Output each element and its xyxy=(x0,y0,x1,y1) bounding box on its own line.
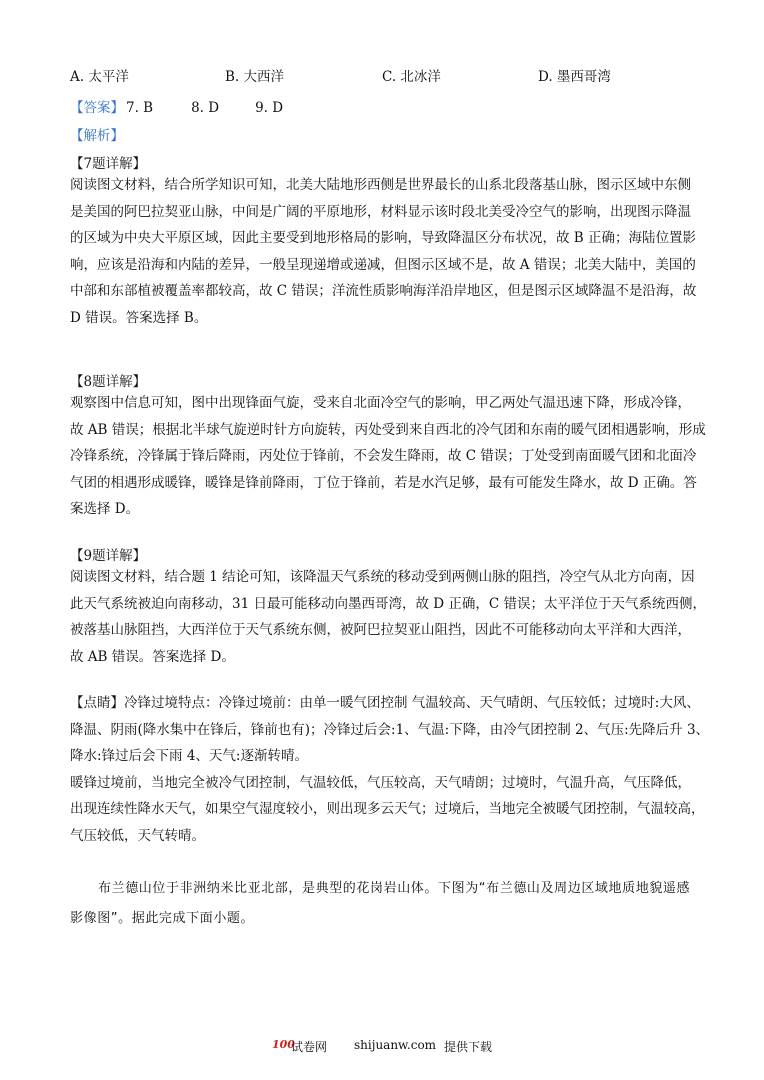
tips-line: 出现连续性降水天气，如果空气湿度较小，则出现多云天气；过境后，当地完全被暖气团控制，气温较高， xyxy=(70,801,705,817)
q8-line: 冷锋系统，冷锋属于锋后降雨，丙处位于锋前，不会发生降雨，故 C 错误；丁处受到南面暖气团和北面冷 xyxy=(70,448,697,464)
q9-line: 阅读图文材料，结合题 1 结论可知，该降温天气系统的移动受到两侧山脉的阻挡，冷空气从北方向南，因 xyxy=(70,569,695,585)
tips-line: 降温、阴雨(降水集中在锋后，锋前也有)；冷锋过后会:1、气温:下降，由冷气团控制 2、气压:先降后升 3、 xyxy=(70,721,710,738)
site-logo: 100 xyxy=(272,1038,295,1051)
option-b: B. 大西洋 xyxy=(225,69,285,85)
option-a: A. 太平洋 xyxy=(70,69,129,85)
tips-line: 【点睛】冷锋过境特点：冷锋过境前：由单一暖气团控制 气温较高、天气晴朗、气压较低；过境时:大风、 xyxy=(70,695,700,711)
q7-heading: 【7题详解】 xyxy=(70,156,147,172)
option-d: D. 墨西哥湾 xyxy=(538,69,611,85)
q9-paragraph xyxy=(70,564,706,670)
tips-paragraph xyxy=(70,690,710,849)
q8-heading: 【8题详解】 xyxy=(70,374,147,390)
site-name: 试卷网 xyxy=(291,1040,328,1054)
analysis-label: 【解析】 xyxy=(70,128,124,144)
q7-line: 的区域为中央大平原区域，因此主要受到地形格局的影响，导致降温区分布状况，故 B 正确；海陆位置影 xyxy=(70,230,697,246)
tips-line: 气压较低，天气转晴。 xyxy=(70,827,205,844)
tips-line: 降水:锋过后会下雨 4、天气:逐渐转晴。 xyxy=(70,748,308,764)
q8-paragraph xyxy=(70,390,706,523)
q8-line: 气团的相遇形成暖锋，暖锋是锋前降雨，丁位于锋前，若是水汽足够，最有可能发生降水，故 D 正确。答 xyxy=(70,474,697,491)
answer-q9: 9. D xyxy=(255,100,284,116)
q9-heading: 【9题详解】 xyxy=(70,548,147,564)
q9-line: 此天气系统被迫向南移动，31 日最可能移动向墨西哥湾，故 D 正确，C 错误；太平洋位于天气系统西侧， xyxy=(70,595,706,612)
answer-q7: 7. B xyxy=(126,100,154,116)
q9-line: 被落基山脉阻挡，大西洋位于天气系统东侧，被阿巴拉契亚山阻挡，因此不可能移动向太平洋和大西洋， xyxy=(70,622,691,638)
q7-line: D 错误。答案选择 B。 xyxy=(70,309,208,326)
q7-line: 阅读图文材料，结合所学知识可知，北美大陆地形西侧是世界最长的山系北段落基山脉，图示区域中东侧 xyxy=(70,177,691,193)
q7-line: 中部和东部植被覆盖率都较高，故 C 错误；洋流性质影响海洋沿岸地区，但是图示区域降温不是沿海，故 xyxy=(70,283,697,299)
option-c: C. 北冰洋 xyxy=(382,69,441,85)
q7-paragraph xyxy=(70,172,698,331)
q8-line: 观察图中信息可知，图中出现锋面气旋，受来自北面冷空气的影响，甲乙两处气温迅速下降，形成冷锋， xyxy=(70,395,691,411)
q8-line: 故 AB 错误；根据北半球气旋逆时针方向旋转，丙处受到来自西北的冷气团和东南的暖气团相遇影响，形成 xyxy=(70,421,706,438)
q7-line: 响，应该是沿海和内陆的差异，一般呈现递增或递减，但图示区域不是，故 A 错误；北美大陆中，美国的 xyxy=(70,256,696,273)
q9-line: 故 AB 错误。答案选择 D。 xyxy=(70,648,235,665)
answer-line xyxy=(70,96,283,116)
intro-paragraph xyxy=(70,874,698,934)
answer-q8: 8. D xyxy=(191,100,220,116)
answer-options xyxy=(70,65,700,87)
q7-line: 是美国的阿巴拉契亚山脉，中间是广阔的平原地形，材料显示该时段北美受冷空气的影响，出现图示降温 xyxy=(70,203,691,220)
site-url[interactable]: shijuanw.com xyxy=(354,1038,437,1052)
page-footer xyxy=(0,1038,764,1056)
tips-line: 暖锋过境前，当地完全被冷气团控制，气温较低，气压较高，天气晴朗；过境时，气温升高，气压降低， xyxy=(70,774,691,791)
q8-line: 案选择 D。 xyxy=(70,501,140,517)
download-note: 提供下载 xyxy=(444,1040,493,1054)
intro-line: 布兰德山位于非洲纳米比亚北部，是典型的花岗岩山体。下图为“布兰德山及周边区域地质地貌遥感 xyxy=(98,881,691,896)
answer-label: 【答案】 xyxy=(70,100,124,116)
intro-line: 影像图”。据此完成下面小题。 xyxy=(70,911,255,926)
